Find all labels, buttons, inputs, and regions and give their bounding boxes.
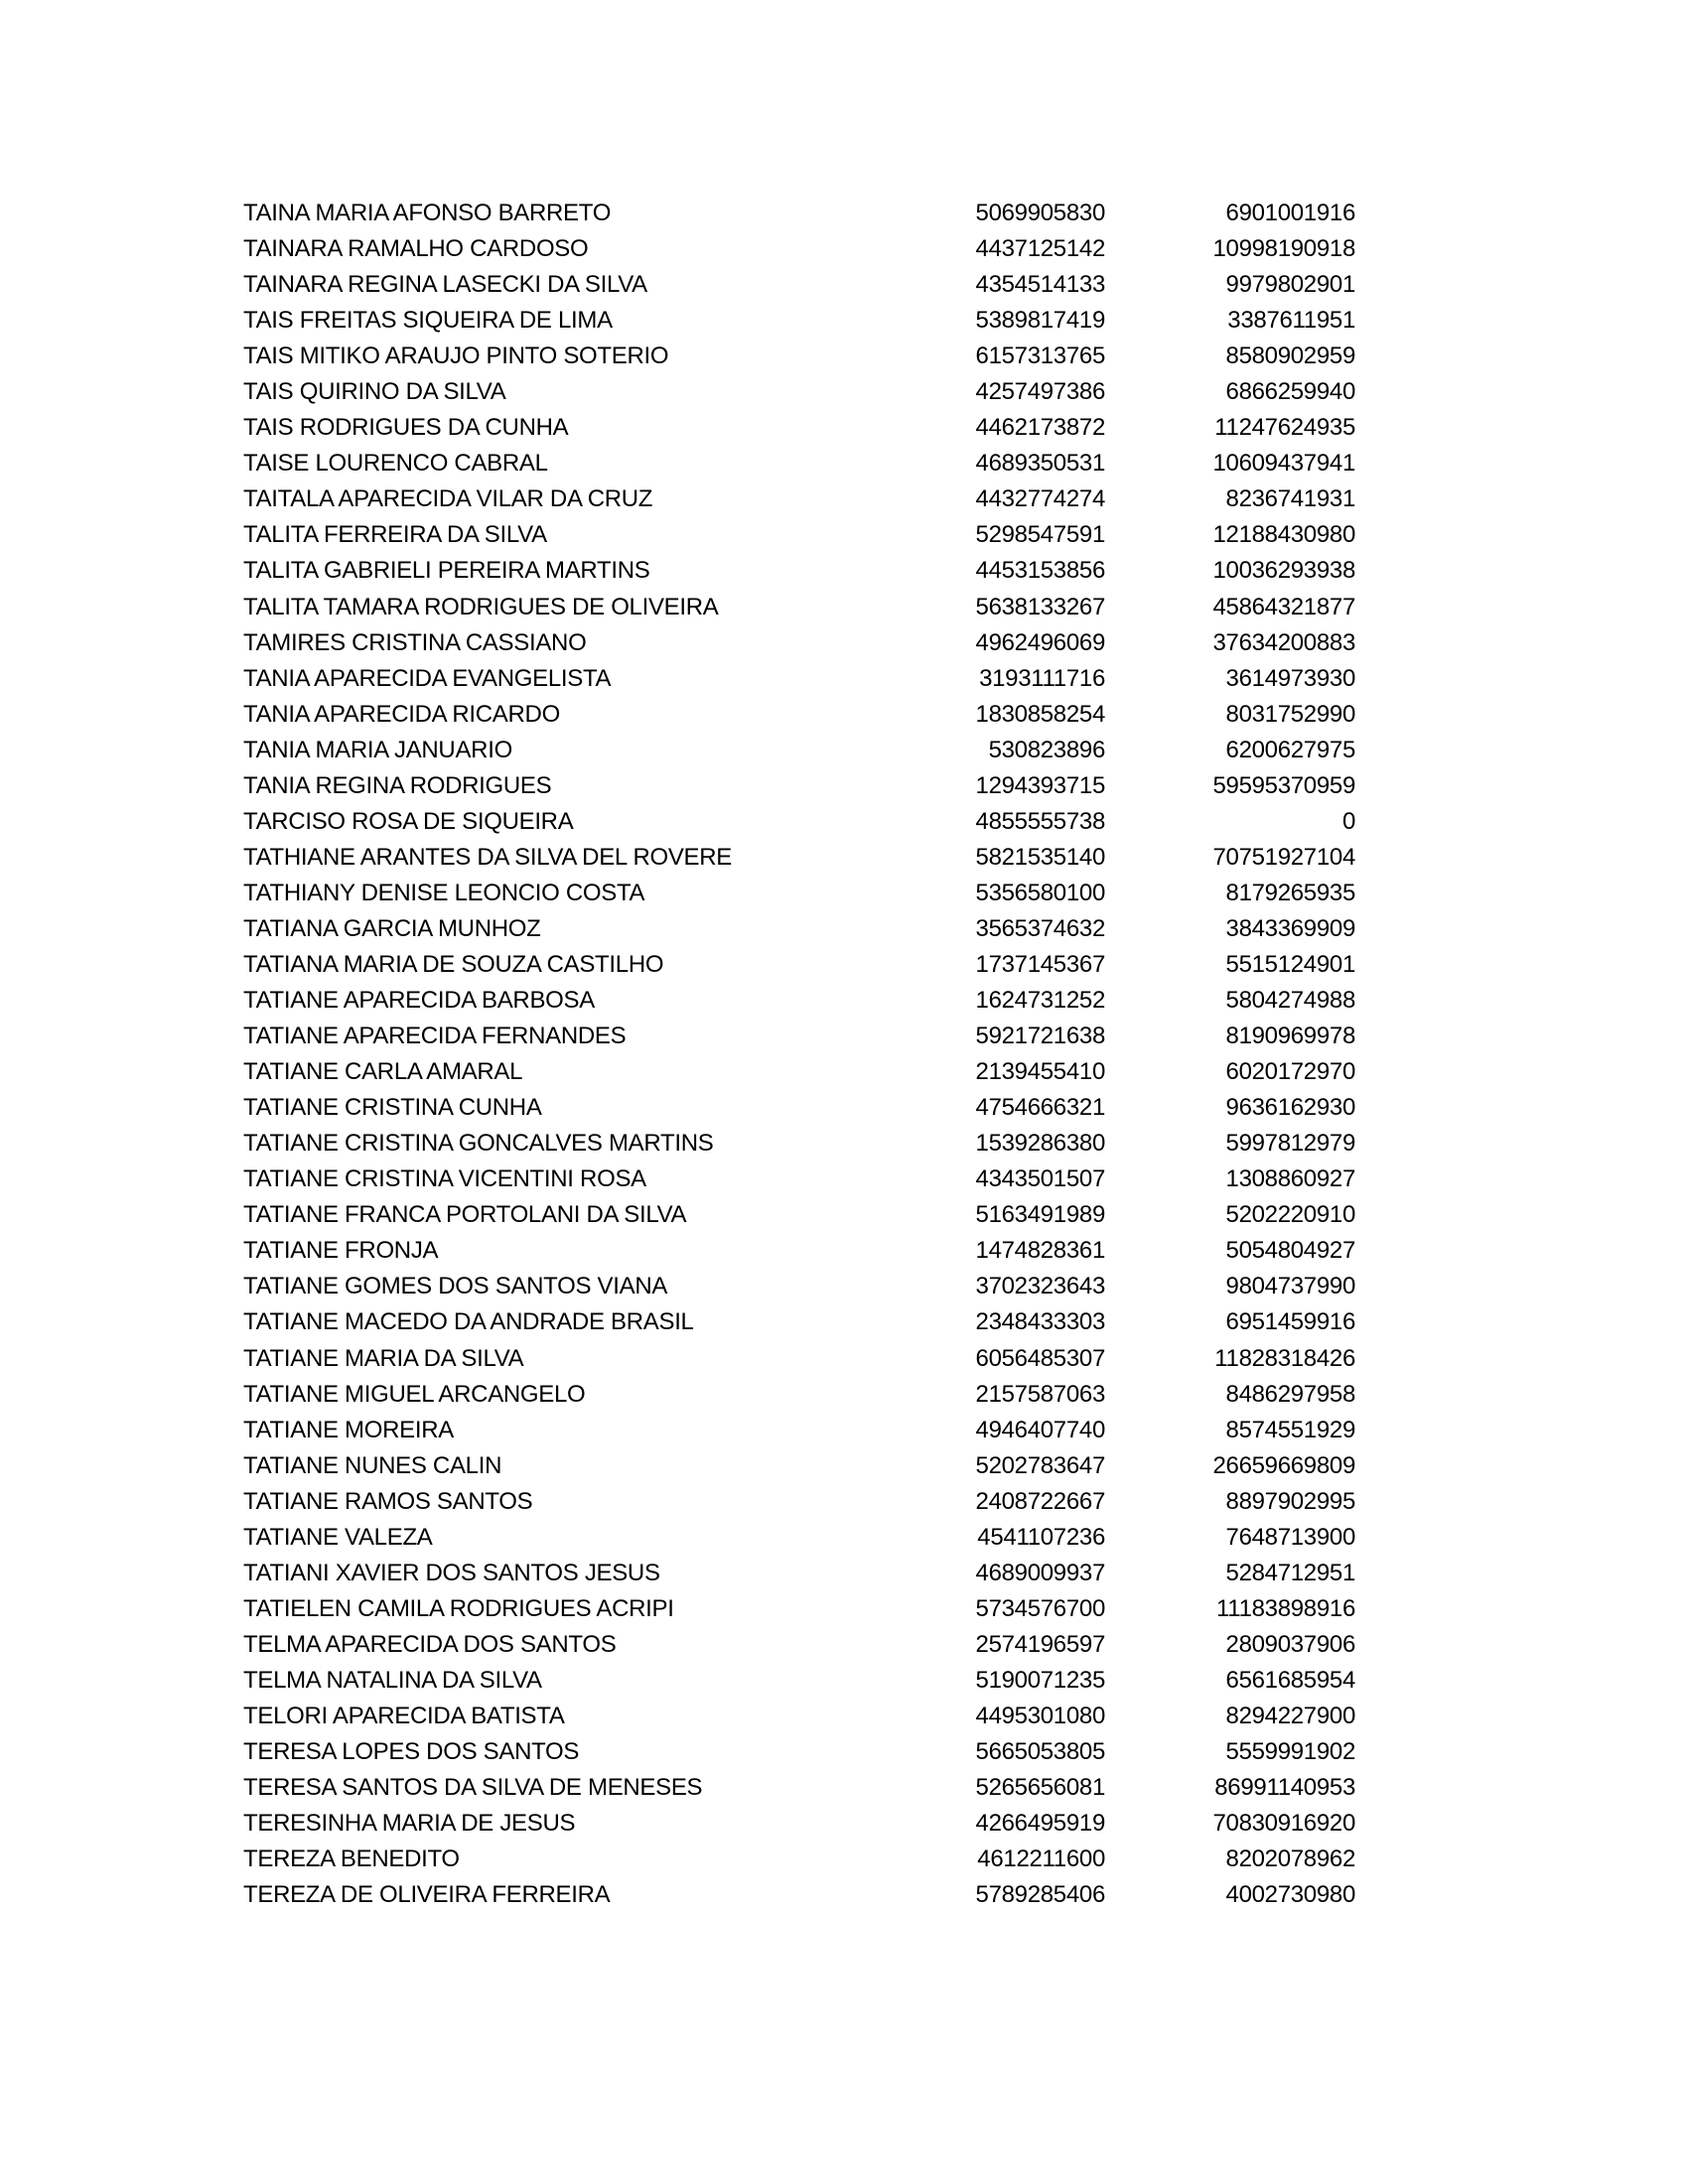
person-name: TAINARA REGINA LASECKI DA SILVA xyxy=(243,271,647,299)
number-a: 4257497386 xyxy=(975,378,1105,406)
number-a: 1830858254 xyxy=(975,700,1105,728)
number-a: 4266495919 xyxy=(975,1810,1105,1838)
person-name: TATIANE FRANCA PORTOLANI DA SILVA xyxy=(243,1201,687,1229)
number-b: 7648713900 xyxy=(1225,1523,1355,1551)
number-b: 3614973930 xyxy=(1225,664,1355,692)
table-row xyxy=(243,733,1355,768)
table-row xyxy=(243,410,1355,446)
number-b: 5202220910 xyxy=(1225,1201,1355,1229)
number-a: 2408722667 xyxy=(975,1487,1105,1515)
table-row xyxy=(243,1806,1355,1842)
table-row xyxy=(243,267,1355,303)
table-row xyxy=(243,231,1355,267)
table-row xyxy=(243,1090,1355,1126)
person-name: TARCISO ROSA DE SIQUEIRA xyxy=(243,807,574,835)
number-b: 8031752990 xyxy=(1225,700,1355,728)
table-row xyxy=(243,1126,1355,1161)
number-a: 4612211600 xyxy=(977,1845,1105,1873)
person-name: TAISE LOURENCO CABRAL xyxy=(243,450,548,478)
person-name: TAINARA RAMALHO CARDOSO xyxy=(243,235,589,263)
person-name: TAIS QUIRINO DA SILVA xyxy=(243,378,506,406)
person-name: TATIANE CRISTINA CUNHA xyxy=(243,1094,542,1122)
number-b: 6020172970 xyxy=(1225,1058,1355,1086)
number-a: 5665053805 xyxy=(975,1738,1105,1766)
number-b: 5559991902 xyxy=(1225,1738,1355,1766)
number-b: 6951459916 xyxy=(1225,1308,1355,1336)
table-row xyxy=(243,1019,1355,1054)
person-name: TATIANE NUNES CALIN xyxy=(243,1451,502,1479)
number-a: 4437125142 xyxy=(975,235,1105,263)
person-name: TELMA NATALINA DA SILVA xyxy=(243,1666,542,1694)
number-a: 4946407740 xyxy=(975,1416,1105,1443)
table-row xyxy=(243,804,1355,840)
person-name: TATIANE MACEDO DA ANDRADE BRASIL xyxy=(243,1308,694,1336)
number-b: 8897902995 xyxy=(1225,1487,1355,1515)
number-a: 5163491989 xyxy=(975,1201,1105,1229)
number-b: 11183898916 xyxy=(1216,1594,1355,1622)
person-name: TANIA MARIA JANUARIO xyxy=(243,736,512,763)
number-a: 4962496069 xyxy=(975,628,1105,656)
number-b: 86991140953 xyxy=(1214,1774,1355,1802)
table-row xyxy=(243,1734,1355,1770)
person-name: TATIANE VALEZA xyxy=(243,1523,433,1551)
table-row xyxy=(243,1448,1355,1484)
person-name: TATIANE FRONJA xyxy=(243,1237,439,1265)
table-row xyxy=(243,1556,1355,1591)
number-b: 5284712951 xyxy=(1225,1559,1355,1586)
person-name: TERESA LOPES DOS SANTOS xyxy=(243,1738,580,1766)
number-b: 9804737990 xyxy=(1225,1273,1355,1300)
number-b: 6901001916 xyxy=(1225,200,1355,226)
table-row xyxy=(243,196,1355,231)
number-b: 59595370959 xyxy=(1212,771,1355,799)
number-b: 9636162930 xyxy=(1225,1094,1355,1122)
number-b: 8202078962 xyxy=(1225,1845,1355,1873)
person-name: TATIANE APARECIDA FERNANDES xyxy=(243,1023,627,1050)
person-name: TAINA MARIA AFONSO BARRETO xyxy=(243,200,612,226)
person-name: TATHIANY DENISE LEONCIO COSTA xyxy=(243,879,645,906)
table-row xyxy=(243,1269,1355,1304)
number-b: 0 xyxy=(1341,807,1355,835)
number-b: 26659669809 xyxy=(1212,1451,1355,1479)
person-name: TANIA REGINA RODRIGUES xyxy=(243,771,552,799)
number-a: 5789285406 xyxy=(975,1881,1105,1909)
table-row xyxy=(243,339,1355,374)
number-b: 8179265935 xyxy=(1225,879,1355,906)
table-row xyxy=(243,1484,1355,1520)
number-b: 3843369909 xyxy=(1225,914,1355,942)
table-row xyxy=(243,1233,1355,1269)
number-b: 12188430980 xyxy=(1212,521,1355,549)
table-row xyxy=(243,1413,1355,1448)
number-a: 6056485307 xyxy=(975,1344,1105,1372)
person-name: TAIS RODRIGUES DA CUNHA xyxy=(243,414,569,442)
person-name: TAITALA APARECIDA VILAR DA CRUZ xyxy=(243,485,653,513)
table-row xyxy=(243,697,1355,733)
table-row xyxy=(243,446,1355,481)
number-a: 5190071235 xyxy=(975,1666,1105,1694)
table-row xyxy=(243,553,1355,589)
number-b: 8580902959 xyxy=(1225,342,1355,370)
table-row xyxy=(243,661,1355,697)
number-a: 5821535140 xyxy=(975,843,1105,871)
number-b: 37634200883 xyxy=(1212,628,1355,656)
number-b: 45864321877 xyxy=(1212,593,1355,620)
person-name: TATIANE RAMOS SANTOS xyxy=(243,1487,533,1515)
number-a: 4689350531 xyxy=(975,450,1105,478)
number-a: 5921721638 xyxy=(975,1023,1105,1050)
table-row xyxy=(243,1770,1355,1806)
table-row xyxy=(243,517,1355,553)
table-row xyxy=(243,983,1355,1019)
number-b: 70751927104 xyxy=(1212,843,1355,871)
number-a: 3702323643 xyxy=(975,1273,1105,1300)
number-a: 5265656081 xyxy=(975,1774,1105,1802)
person-name: TATIANE CRISTINA VICENTINI ROSA xyxy=(243,1165,646,1193)
person-name: TATIANE CARLA AMARAL xyxy=(243,1058,523,1086)
person-name: TATIELEN CAMILA RODRIGUES ACRIPI xyxy=(243,1594,674,1622)
person-name: TANIA APARECIDA RICARDO xyxy=(243,700,560,728)
number-b: 8190969978 xyxy=(1225,1023,1355,1050)
number-b: 11247624935 xyxy=(1214,414,1355,442)
number-a: 3565374632 xyxy=(975,914,1105,942)
number-b: 8236741931 xyxy=(1225,485,1355,513)
number-b: 5515124901 xyxy=(1225,950,1355,978)
number-b: 4002730980 xyxy=(1225,1881,1355,1909)
number-a: 5356580100 xyxy=(975,879,1105,906)
number-a: 5298547591 xyxy=(975,521,1105,549)
number-a: 2139455410 xyxy=(975,1058,1105,1086)
number-a: 4541107236 xyxy=(977,1523,1105,1551)
person-name: TANIA APARECIDA EVANGELISTA xyxy=(243,664,612,692)
person-name: TAIS FREITAS SIQUEIRA DE LIMA xyxy=(243,307,613,335)
person-name: TATIANI XAVIER DOS SANTOS JESUS xyxy=(243,1559,660,1586)
person-name: TELORI APARECIDA BATISTA xyxy=(243,1702,565,1729)
number-a: 4432774274 xyxy=(975,485,1105,513)
table-row xyxy=(243,1842,1355,1877)
table-row xyxy=(243,1877,1355,1913)
person-name: TATIANA GARCIA MUNHOZ xyxy=(243,914,541,942)
person-name: TATIANE CRISTINA GONCALVES MARTINS xyxy=(243,1130,714,1158)
person-name: TEREZA BENEDITO xyxy=(243,1845,460,1873)
number-a: 4453153856 xyxy=(975,557,1105,585)
table-row xyxy=(243,1304,1355,1340)
number-b: 6200627975 xyxy=(1225,736,1355,763)
person-name: TEREZA DE OLIVEIRA FERREIRA xyxy=(243,1881,611,1909)
table-row xyxy=(243,1627,1355,1663)
number-b: 5804274988 xyxy=(1225,987,1355,1015)
number-a: 2157587063 xyxy=(975,1380,1105,1408)
table-row xyxy=(243,1341,1355,1377)
number-b: 11828318426 xyxy=(1214,1344,1355,1372)
table-row xyxy=(243,625,1355,661)
table-row xyxy=(243,947,1355,983)
number-a: 3193111716 xyxy=(979,664,1105,692)
person-name: TALITA GABRIELI PEREIRA MARTINS xyxy=(243,557,650,585)
person-name: TATIANA MARIA DE SOUZA CASTILHO xyxy=(243,950,664,978)
number-b: 6866259940 xyxy=(1225,378,1355,406)
table-row xyxy=(243,1161,1355,1197)
number-a: 2348433303 xyxy=(975,1308,1105,1336)
person-name: TATIANE GOMES DOS SANTOS VIANA xyxy=(243,1273,668,1300)
person-name: TATIANE MOREIRA xyxy=(243,1416,454,1443)
number-a: 6157313765 xyxy=(975,342,1105,370)
number-a: 1294393715 xyxy=(975,771,1105,799)
number-a: 4689009937 xyxy=(975,1559,1105,1586)
number-a: 4855555738 xyxy=(975,807,1105,835)
table-row xyxy=(243,1699,1355,1734)
table-row xyxy=(243,1054,1355,1090)
number-a: 1737145367 xyxy=(975,950,1105,978)
table-row xyxy=(243,1377,1355,1413)
number-b: 1308860927 xyxy=(1225,1165,1355,1193)
number-a: 5638133267 xyxy=(975,593,1105,620)
number-b: 10998190918 xyxy=(1212,235,1355,263)
table-row xyxy=(243,1663,1355,1699)
number-b: 5054804927 xyxy=(1225,1237,1355,1265)
number-a: 2574196597 xyxy=(975,1630,1105,1658)
number-a: 4754666321 xyxy=(975,1094,1105,1122)
number-a: 5734576700 xyxy=(975,1594,1105,1622)
number-a: 5069905830 xyxy=(975,200,1105,226)
number-b: 10609437941 xyxy=(1212,450,1355,478)
person-name: TATIANE APARECIDA BARBOSA xyxy=(243,987,595,1015)
number-b: 5997812979 xyxy=(1225,1130,1355,1158)
table-row xyxy=(243,911,1355,947)
person-name: TATIANE MIGUEL ARCANGELO xyxy=(243,1380,586,1408)
table-row xyxy=(243,590,1355,625)
table-row xyxy=(243,1197,1355,1233)
number-b: 10036293938 xyxy=(1212,557,1355,585)
table-row xyxy=(243,1591,1355,1627)
number-b: 6561685954 xyxy=(1225,1666,1355,1694)
person-name: TERESA SANTOS DA SILVA DE MENESES xyxy=(243,1774,703,1802)
number-b: 70830916920 xyxy=(1212,1810,1355,1838)
number-b: 3387611951 xyxy=(1227,307,1355,335)
number-b: 8294227900 xyxy=(1225,1702,1355,1729)
number-a: 4495301080 xyxy=(975,1702,1105,1729)
number-a: 530823896 xyxy=(988,736,1105,763)
number-b: 9979802901 xyxy=(1225,271,1355,299)
number-a: 4462173872 xyxy=(975,414,1105,442)
number-a: 4343501507 xyxy=(975,1165,1105,1193)
person-name: TALITA FERREIRA DA SILVA xyxy=(243,521,547,549)
number-b: 8574551929 xyxy=(1225,1416,1355,1443)
number-a: 5202783647 xyxy=(975,1451,1105,1479)
table-row xyxy=(243,481,1355,517)
person-name: TAIS MITIKO ARAUJO PINTO SOTERIO xyxy=(243,342,669,370)
number-b: 2809037906 xyxy=(1225,1630,1355,1658)
number-a: 1474828361 xyxy=(975,1237,1105,1265)
number-b: 8486297958 xyxy=(1225,1380,1355,1408)
person-name: TELMA APARECIDA DOS SANTOS xyxy=(243,1630,617,1658)
table-row xyxy=(243,876,1355,911)
table-row xyxy=(243,374,1355,410)
person-name: TATIANE MARIA DA SILVA xyxy=(243,1344,524,1372)
person-name: TATHIANE ARANTES DA SILVA DEL ROVERE xyxy=(243,843,733,871)
table-row xyxy=(243,1520,1355,1556)
number-a: 4354514133 xyxy=(975,271,1105,299)
number-a: 5389817419 xyxy=(975,307,1105,335)
table-row xyxy=(243,840,1355,876)
person-name: TAMIRES CRISTINA CASSIANO xyxy=(243,628,587,656)
number-a: 1624731252 xyxy=(975,987,1105,1015)
number-a: 1539286380 xyxy=(975,1130,1105,1158)
records-table xyxy=(243,196,1355,1913)
table-row xyxy=(243,768,1355,804)
person-name: TERESINHA MARIA DE JESUS xyxy=(243,1810,576,1838)
table-row xyxy=(243,303,1355,339)
person-name: TALITA TAMARA RODRIGUES DE OLIVEIRA xyxy=(243,593,719,620)
